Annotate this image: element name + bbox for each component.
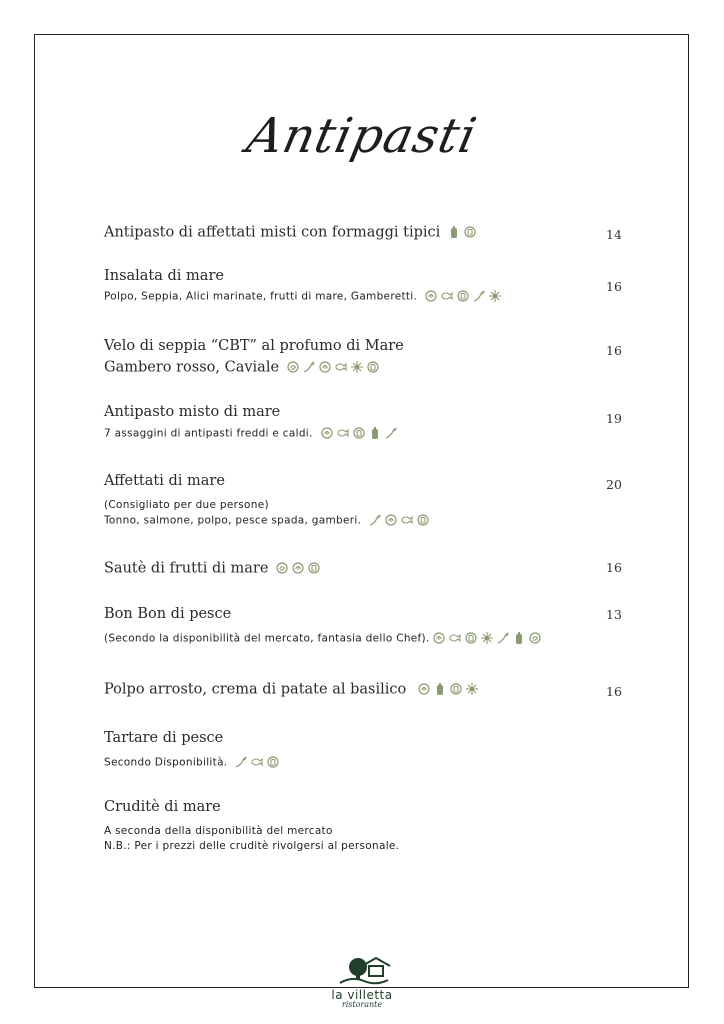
- item-description: 7 assaggini di antipasti freddi e caldi.: [104, 427, 313, 440]
- allergen-icons: [431, 631, 543, 646]
- item-price: 13: [606, 607, 622, 622]
- allergen-icons: [416, 679, 480, 700]
- mollusc-icon: [425, 290, 437, 302]
- item-name: Antipasto di affettati misti con formaggi tipici: [104, 224, 441, 241]
- milk-icon: [367, 361, 379, 373]
- menu-item: [104, 728, 624, 771]
- item-name: Cruditè di mare: [104, 799, 221, 815]
- item-description: A seconda della disponibilità del mercato: [104, 825, 333, 837]
- crustacean-icon: [287, 361, 299, 373]
- celery-icon: [235, 756, 247, 768]
- item-note: N.B.: Per i prezzi delle cruditè rivolgersi al personale.: [104, 840, 400, 852]
- item-name: Sautè di frutti di mare: [104, 560, 269, 577]
- menu-item: [104, 266, 624, 305]
- mollusc-icon: [385, 514, 397, 526]
- mollusc-icon: [292, 562, 304, 574]
- item-name: Insalata di mare: [104, 268, 224, 284]
- restaurant-logo: [320, 956, 404, 1012]
- item-name: Bon Bon di pesce: [104, 606, 232, 622]
- item-name: Polpo arrosto, crema di patate al basilico: [104, 681, 407, 698]
- milk-icon: [417, 514, 429, 526]
- item-price: 19: [606, 411, 622, 426]
- allergen-icons: [233, 755, 281, 770]
- item-description: Polpo, Seppia, Alici marinate, frutti di mare, Gamberetti.: [104, 290, 418, 303]
- page-title: Antipasti: [242, 108, 482, 164]
- fish-icon: [401, 514, 413, 526]
- item-description: (Secondo la disponibilità del mercato, fantasia dello Chef).: [104, 632, 430, 645]
- mollusc-icon: [319, 361, 331, 373]
- menu-item: [104, 222, 624, 244]
- fish-icon: [449, 632, 461, 644]
- item-note: (Consigliato per due persone): [104, 499, 269, 511]
- allergen-icons: [423, 289, 503, 304]
- celery-icon: [385, 427, 397, 439]
- menu-item: [104, 402, 624, 442]
- mollusc-icon: [433, 632, 445, 644]
- item-name: Affettati di mare: [104, 473, 225, 489]
- celery-icon: [369, 514, 381, 526]
- allergen-icons: [285, 357, 381, 378]
- item-price: 20: [606, 477, 622, 492]
- menu-item: [104, 797, 624, 854]
- item-price: 16: [606, 279, 622, 294]
- fish-icon: [337, 427, 349, 439]
- milk-icon: [457, 290, 469, 302]
- menu-item: [104, 336, 624, 379]
- gluten-icon: [448, 226, 460, 238]
- celery-icon: [497, 632, 509, 644]
- milk-icon: [465, 632, 477, 644]
- milk-icon: [308, 562, 320, 574]
- mollusc-icon: [418, 683, 430, 695]
- fish-icon: [335, 361, 347, 373]
- celery-icon: [473, 290, 485, 302]
- allergen-icons: [319, 426, 399, 441]
- logo-name: la villetta: [331, 988, 393, 1002]
- item-name: Velo di seppia “CBT” al profumo di Mare: [104, 338, 404, 354]
- item-name-line2: Gambero rosso, Caviale: [104, 359, 280, 376]
- item-price: 16: [606, 343, 622, 358]
- menu-item: [104, 679, 624, 701]
- mollusc-icon: [321, 427, 333, 439]
- fish-icon: [441, 290, 453, 302]
- milk-icon: [267, 756, 279, 768]
- item-price: 16: [606, 560, 622, 575]
- item-price: 16: [606, 684, 622, 699]
- sulphite-icon: [489, 290, 501, 302]
- sulphite-icon: [481, 632, 493, 644]
- gluten-icon: [513, 632, 525, 644]
- sulphite-icon: [351, 361, 363, 373]
- gluten-icon: [434, 683, 446, 695]
- milk-icon: [450, 683, 462, 695]
- gluten-icon: [369, 427, 381, 439]
- crustacean-icon: [529, 632, 541, 644]
- item-name: Tartare di pesce: [104, 730, 224, 746]
- item-price: 14: [606, 227, 622, 242]
- item-name: Antipasto misto di mare: [104, 404, 281, 420]
- item-description: Secondo Disponibilità.: [104, 756, 228, 769]
- fish-icon: [251, 756, 263, 768]
- milk-icon: [464, 226, 476, 238]
- milk-icon: [353, 427, 365, 439]
- menu-item: [104, 604, 624, 647]
- menu-item: [104, 471, 624, 529]
- allergen-icons: [367, 513, 431, 528]
- celery-icon: [303, 361, 315, 373]
- allergen-icons: [274, 558, 322, 579]
- logo-subtitle: ristorante: [341, 1000, 383, 1009]
- logo-mark-icon: [332, 956, 392, 986]
- sulphite-icon: [466, 683, 478, 695]
- allergen-icons: [446, 222, 478, 243]
- crustacean-icon: [276, 562, 288, 574]
- item-description: Tonno, salmone, polpo, pesce spada, gamberi.: [104, 514, 362, 527]
- menu-item: [104, 558, 624, 580]
